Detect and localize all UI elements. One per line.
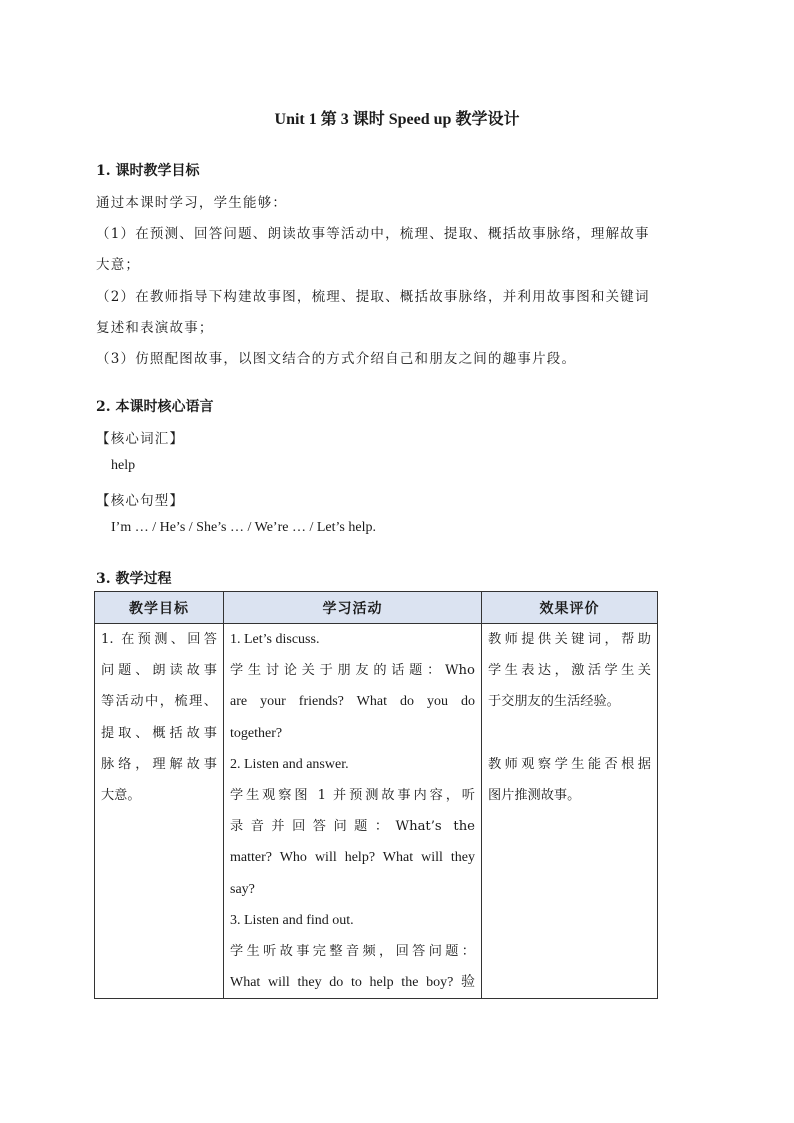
evaluation-line (488, 718, 651, 749)
teaching-process-table (94, 591, 658, 999)
evaluation-line: 于交朋友的生活经验。 (488, 694, 620, 710)
vocab-label: 【核心词汇】 (96, 431, 185, 447)
evaluation-line: 学生表达，激活学生关 (488, 663, 651, 679)
sentence-value: I’m … / He’s / She’s … / We’re … / Let’s help. (111, 520, 376, 535)
goal-line-1: （1）在预测、回答问题、朗读故事等活动中，梳理、提取、概括故事脉络，理解故事 (96, 226, 650, 242)
activity-line: are your friends? What do you do (230, 694, 475, 710)
activity-line: 2. Listen and answer. (230, 756, 349, 772)
document-title: Unit 1 第 3 课时 Speed up 教学设计 (274, 111, 520, 128)
goal-cell-line: 脉络，理解故事 (101, 756, 217, 772)
activity-line: What will they do to help the boy? 验 (230, 975, 475, 991)
goal-cell (95, 624, 224, 999)
header-evaluation: 效果评价 (482, 592, 658, 624)
activity-line: 学生观察图 1 并预测故事内容，听 (230, 788, 475, 804)
section-2-heading: 2. 本课时核心语言 (96, 399, 214, 415)
activity-cell (224, 624, 482, 999)
goal-cell-line: 问题、朗读故事 (101, 663, 217, 679)
goal-line-5: （3）仿照配图故事，以图文结合的方式介绍自己和朋友之间的趣事片段。 (96, 351, 577, 367)
section-3-heading: 3. 教学过程 (96, 571, 172, 587)
goal-cell-line: 等活动中，梳理、 (101, 694, 217, 710)
evaluation-cell (482, 624, 658, 999)
goal-cell-line: 提取、概括故事 (101, 725, 217, 741)
goal-line-4: 复述和表演故事； (96, 320, 214, 336)
evaluation-line: 教师观察学生能否根据 (488, 756, 651, 772)
activity-line: together? (230, 725, 283, 741)
table-row (95, 624, 658, 999)
goal-cell-line: 大意。 (101, 788, 141, 804)
sentence-label: 【核心句型】 (96, 493, 185, 509)
activity-line: 1. Let’s discuss. (230, 632, 320, 647)
section-1-intro: 通过本课时学习，学生能够： (96, 195, 288, 211)
activity-line: 录音并回答问题：What’s the (230, 819, 475, 835)
vocab-value: help (111, 458, 136, 473)
goal-line-3: （2）在教师指导下构建故事图，梳理、提取、概括故事脉络，并利用故事图和关键词 (96, 289, 650, 305)
table-header-row (95, 592, 658, 624)
activity-line: say? (230, 881, 255, 897)
activity-line: matter? Who will help? What will they (230, 850, 475, 866)
header-goal: 教学目标 (95, 592, 224, 624)
activity-line: 学生听故事完整音频，回答问题： (230, 944, 475, 960)
goal-cell-line: 1. 在预测、回答 (101, 632, 217, 647)
header-activity: 学习活动 (224, 592, 482, 624)
evaluation-line: 图片推测故事。 (488, 788, 581, 803)
activity-line: 3. Listen and find out. (230, 912, 354, 928)
activity-line: 学生讨论关于朋友的话题：Who (230, 663, 475, 679)
evaluation-line: 教师提供关键词，帮助 (488, 632, 651, 647)
section-1-heading: 1. 课时教学目标 (96, 163, 200, 179)
goal-line-2: 大意； (96, 257, 141, 273)
